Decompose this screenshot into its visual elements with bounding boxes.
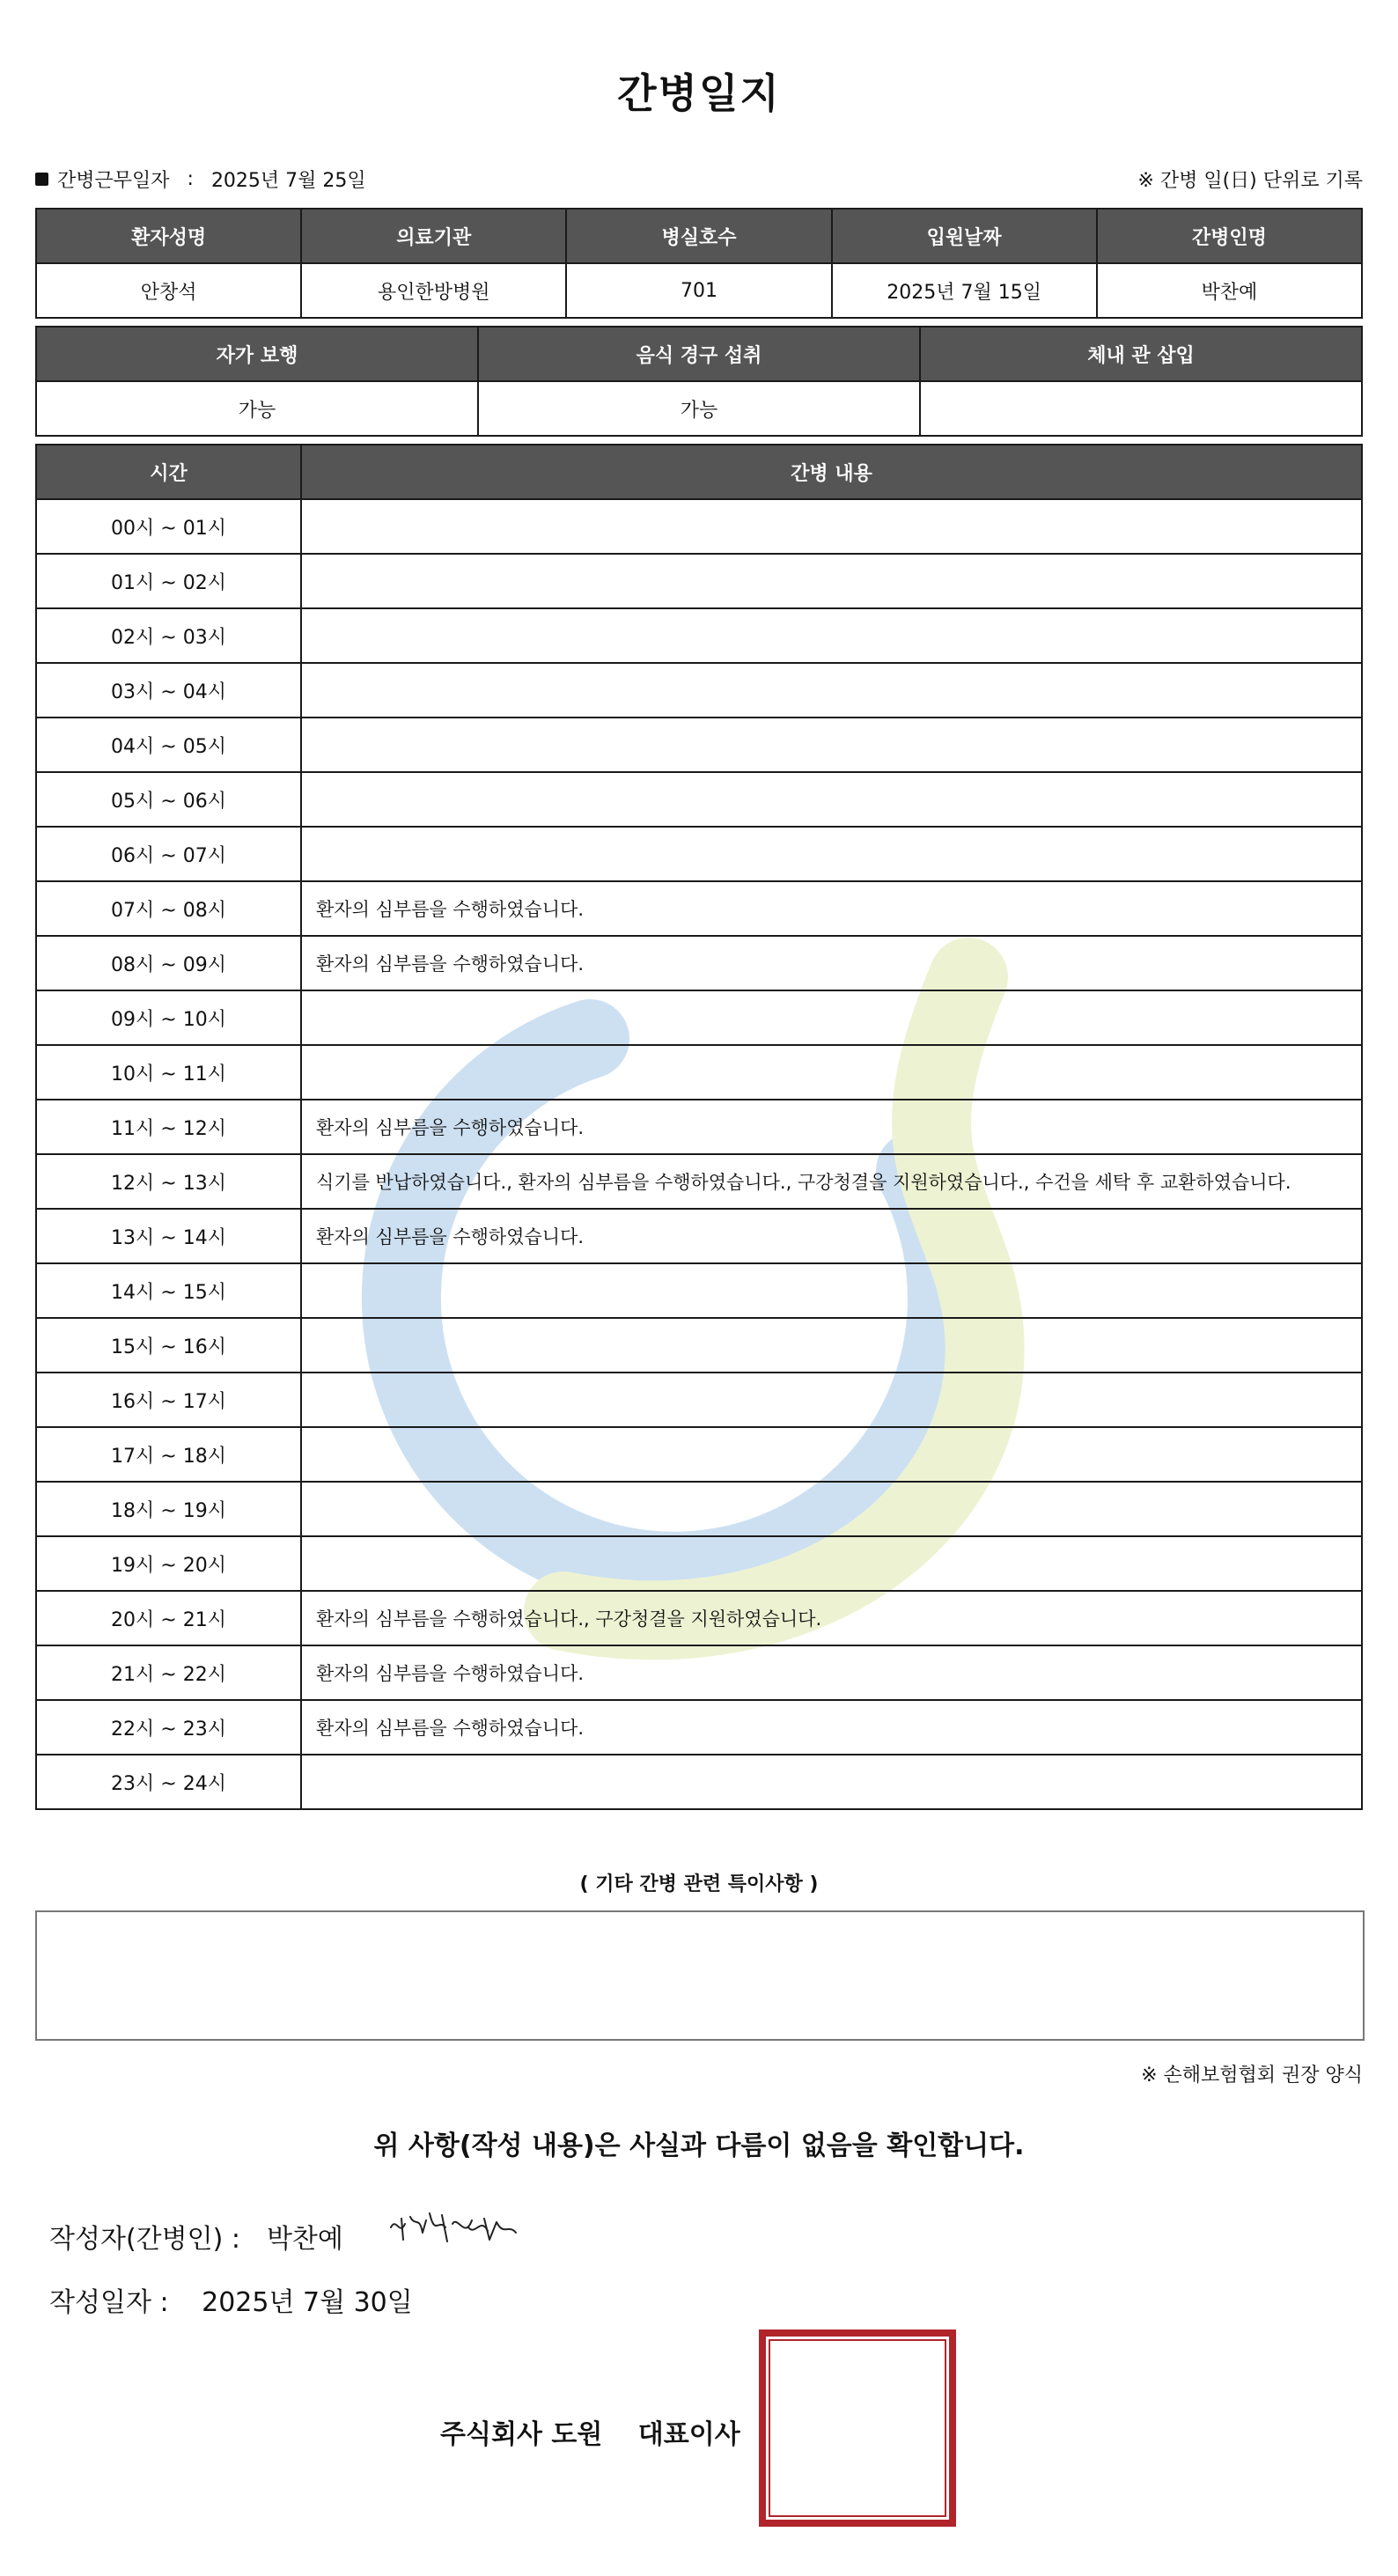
log-time: 03시 ~ 04시 — [36, 663, 301, 718]
log-content — [301, 1045, 1362, 1100]
log-time: 05시 ~ 06시 — [36, 772, 301, 827]
info-header: 간병인명 — [1097, 209, 1362, 263]
table-row — [36, 936, 1362, 990]
company-seal-icon — [759, 2329, 956, 2527]
ceo-title: 대표이사 — [637, 2419, 740, 2450]
log-content: 환자의 심부름을 수행하였습니다. — [301, 1209, 1362, 1263]
write-date-label: 작성일자 : — [49, 2287, 169, 2318]
table-row — [36, 663, 1362, 718]
write-date-line — [49, 2280, 413, 2319]
company-name: 주식회사 도원 — [440, 2419, 603, 2450]
confirmation-statement: 위 사항(작성 내용)은 사실과 다름이 없음을 확인합니다. — [373, 2131, 1025, 2161]
table-row — [36, 1591, 1362, 1645]
log-content — [301, 772, 1362, 827]
table-row — [36, 554, 1362, 608]
log-content: 환자의 심부름을 수행하였습니다. — [301, 1645, 1362, 1700]
table-row — [36, 1045, 1362, 1100]
write-date-value: 2025년 7월 30일 — [202, 2287, 413, 2318]
table-row — [36, 881, 1362, 936]
log-time: 12시 ~ 13시 — [36, 1154, 301, 1209]
log-time: 20시 ~ 21시 — [36, 1591, 301, 1645]
work-date-separator: : — [187, 168, 194, 190]
log-time: 16시 ~ 17시 — [36, 1373, 301, 1427]
log-time: 09시 ~ 10시 — [36, 990, 301, 1045]
patient-name: 안창석 — [36, 263, 301, 318]
log-header-time: 시간 — [36, 445, 301, 499]
log-content — [301, 554, 1362, 608]
log-content — [301, 1536, 1362, 1591]
log-time: 23시 ~ 24시 — [36, 1755, 301, 1809]
info-header: 입원날짜 — [832, 209, 1097, 263]
log-time: 13시 ~ 14시 — [36, 1209, 301, 1263]
table-row — [36, 1755, 1362, 1809]
log-content: 환자의 심부름을 수행하였습니다. — [301, 1100, 1362, 1154]
self-walking-value: 가능 — [36, 381, 478, 436]
log-time: 01시 ~ 02시 — [36, 554, 301, 608]
page-title: 간병일지 — [617, 70, 781, 117]
work-date — [35, 166, 366, 193]
log-time: 06시 ~ 07시 — [36, 827, 301, 881]
company-line — [440, 2412, 740, 2451]
status-header: 음식 경구 섭취 — [478, 327, 920, 381]
log-content — [301, 663, 1362, 718]
care-log-table — [35, 444, 1363, 1810]
table-row — [36, 772, 1362, 827]
log-content: 환자의 심부름을 수행하였습니다., 구강청결을 지원하였습니다. — [301, 1591, 1362, 1645]
special-notes-title: ( 기타 간병 관련 특이사항 ) — [579, 1873, 819, 1895]
info-header: 환자성명 — [36, 209, 301, 263]
table-row — [36, 1100, 1362, 1154]
log-time: 15시 ~ 16시 — [36, 1318, 301, 1373]
log-time: 10시 ~ 11시 — [36, 1045, 301, 1100]
table-row — [36, 1209, 1362, 1263]
bullet-square-icon — [35, 173, 48, 186]
log-content: 환자의 심부름을 수행하였습니다. — [301, 936, 1362, 990]
log-content — [301, 990, 1362, 1045]
table-row — [36, 499, 1362, 554]
log-time: 17시 ~ 18시 — [36, 1427, 301, 1482]
writer-line — [49, 2217, 343, 2256]
log-time: 07시 ~ 08시 — [36, 881, 301, 936]
table-row — [36, 718, 1362, 772]
signature-icon — [384, 2201, 525, 2263]
info-header: 병실호수 — [566, 209, 831, 263]
log-content — [301, 718, 1362, 772]
tube-insertion-value — [920, 381, 1362, 436]
table-row — [36, 1700, 1362, 1755]
table-row — [36, 1318, 1362, 1373]
table-row — [36, 990, 1362, 1045]
log-header-content: 간병 내용 — [301, 445, 1362, 499]
table-row — [36, 1645, 1362, 1700]
admission-date: 2025년 7월 15일 — [832, 263, 1097, 318]
log-content: 환자의 심부름을 수행하였습니다. — [301, 881, 1362, 936]
log-time: 00시 ~ 01시 — [36, 499, 301, 554]
log-time: 02시 ~ 03시 — [36, 608, 301, 663]
table-row — [36, 1263, 1362, 1318]
info-header: 의료기관 — [301, 209, 566, 263]
log-content — [301, 1482, 1362, 1536]
oral-intake-value: 가능 — [478, 381, 920, 436]
table-row — [36, 1154, 1362, 1209]
log-time: 19시 ~ 20시 — [36, 1536, 301, 1591]
log-content — [301, 1427, 1362, 1482]
log-content — [301, 827, 1362, 881]
table-row — [36, 827, 1362, 881]
log-content: 식기를 반납하였습니다., 환자의 심부름을 수행하였습니다., 구강청결을 지원하였습니다., 수건을 세탁 후 교환하였습니다. — [301, 1154, 1362, 1209]
writer-name: 박찬예 — [266, 2224, 343, 2255]
caregiver-name: 박찬예 — [1097, 263, 1362, 318]
log-time: 22시 ~ 23시 — [36, 1700, 301, 1755]
log-content — [301, 1373, 1362, 1427]
log-content — [301, 1263, 1362, 1318]
log-time: 18시 ~ 19시 — [36, 1482, 301, 1536]
writer-label: 작성자(간병인) : — [49, 2224, 240, 2255]
log-content — [301, 499, 1362, 554]
work-date-label: 간병근무일자 — [57, 170, 170, 192]
patient-info-table — [35, 208, 1363, 319]
room-number: 701 — [566, 263, 831, 318]
log-content: 환자의 심부름을 수행하였습니다. — [301, 1700, 1362, 1755]
log-time: 14시 ~ 15시 — [36, 1263, 301, 1318]
status-header: 체내 관 삽입 — [920, 327, 1362, 381]
table-row — [36, 1427, 1362, 1482]
table-row — [36, 1373, 1362, 1427]
log-content — [301, 608, 1362, 663]
work-date-value: 2025년 7월 25일 — [210, 170, 366, 192]
log-time: 04시 ~ 05시 — [36, 718, 301, 772]
log-content — [301, 1318, 1362, 1373]
table-row — [36, 1482, 1362, 1536]
hospital-name: 용인한방병원 — [301, 263, 566, 318]
log-time: 11시 ~ 12시 — [36, 1100, 301, 1154]
patient-status-table — [35, 326, 1363, 437]
log-time: 21시 ~ 22시 — [36, 1645, 301, 1700]
unit-note: ※ 간병 일(日) 단위로 기록 — [1137, 170, 1363, 192]
table-row — [36, 608, 1362, 663]
special-notes-box — [35, 1910, 1365, 2041]
form-source-note: ※ 손해보험협회 권장 양식 — [1141, 2064, 1363, 2087]
table-row — [36, 1536, 1362, 1591]
status-header: 자가 보행 — [36, 327, 478, 381]
log-content — [301, 1755, 1362, 1809]
log-time: 08시 ~ 09시 — [36, 936, 301, 990]
